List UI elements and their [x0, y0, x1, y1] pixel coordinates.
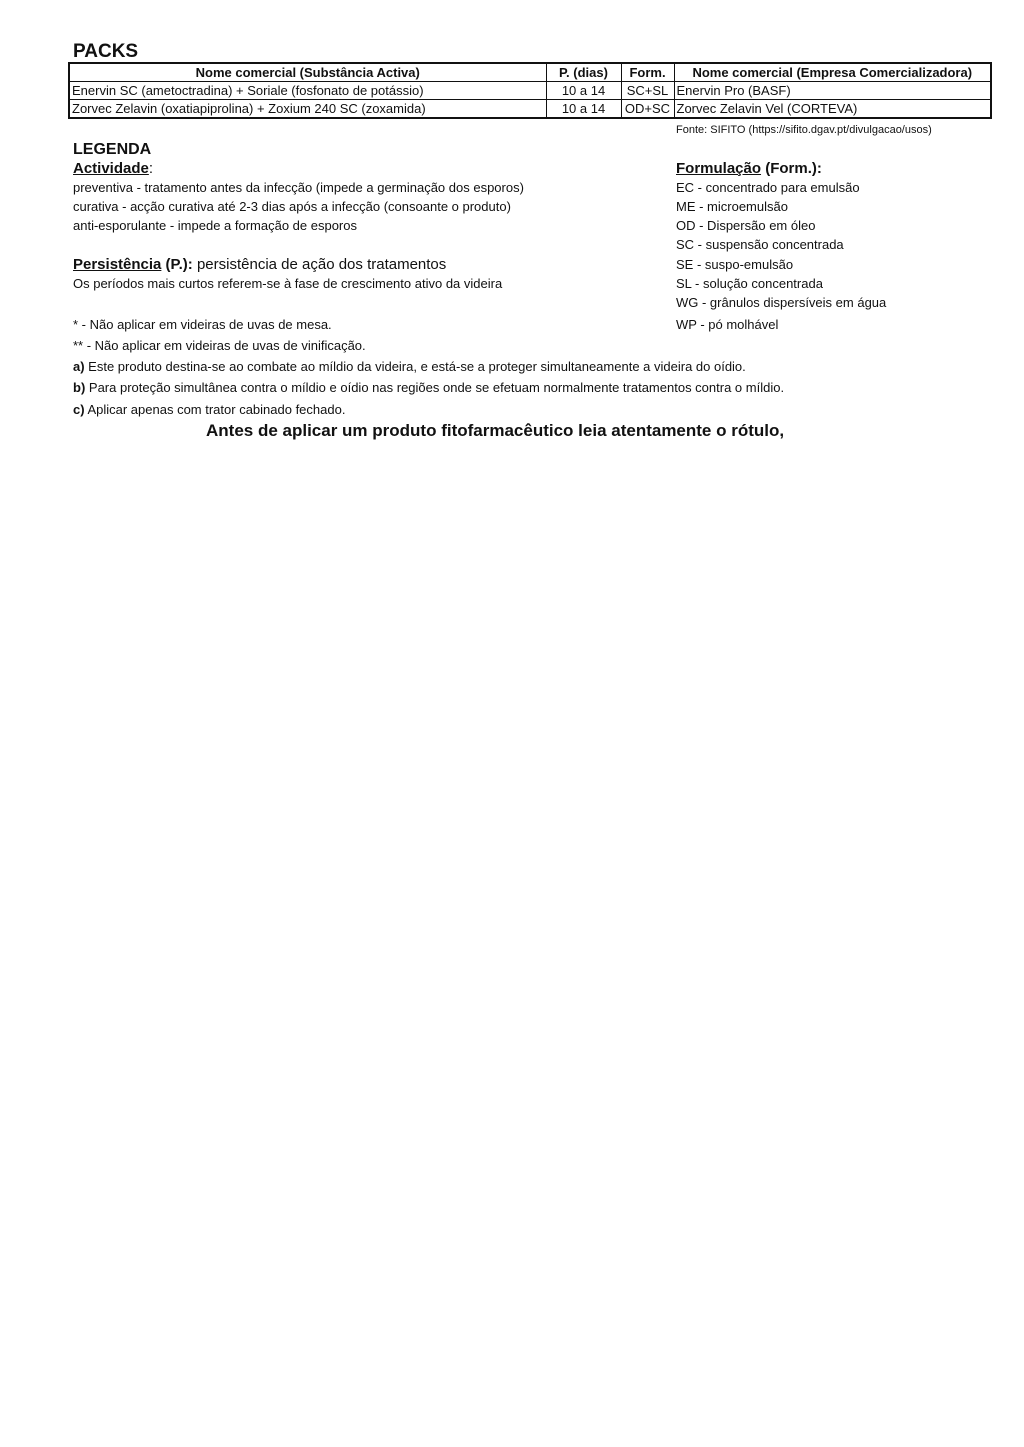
label-warning: Antes de aplicar um produto fitofarmacêutico leia atentamente o rótulo,	[206, 421, 785, 440]
formulation-abbr: (Form.):	[761, 160, 822, 177]
source-note: Fonte: SIFITO (https://sifito.dgav.pt/divulgacao/usos)	[676, 124, 932, 136]
table-header-row	[69, 63, 991, 82]
cell-formulation: SC+SL	[621, 82, 674, 100]
column-header-active-substance: Nome comercial (Substância Activa)	[69, 63, 546, 82]
column-header-company: Nome comercial (Empresa Comercializadora)	[674, 63, 991, 82]
note-c	[73, 402, 345, 418]
formulation-item-wp: WP - pó molhável	[676, 317, 779, 332]
note-single-asterisk: * - Não aplicar em videiras de uvas de mesa.	[73, 317, 332, 332]
persistence-abbr: (P.):	[161, 256, 193, 273]
packs-table	[68, 62, 992, 119]
cell-persistence: 10 a 14	[546, 82, 621, 100]
formulation-item-sl: SL - solução concentrada	[676, 276, 823, 291]
formulation-heading-label: Formulação	[676, 160, 762, 177]
formulation-item-od: OD - Dispersão em óleo	[676, 218, 816, 233]
activity-item-preventive: preventiva - tratamento antes da infecção (impede a germinação dos esporos)	[73, 180, 524, 195]
activity-heading-colon: :	[148, 160, 154, 177]
formulation-item-se: SE - suspo-emulsão	[676, 257, 794, 272]
formulation-item-wg: WG - grânulos dispersíveis em água	[676, 295, 887, 310]
persistence-heading-label: Persistência	[73, 256, 162, 273]
note-c-text: Aplicar apenas com trator cabinado fechado.	[84, 402, 346, 417]
cell-persistence: 10 a 14	[546, 100, 621, 119]
note-b-label: b)	[73, 380, 86, 395]
activity-item-antisporulant: anti-esporulante - impede a formação de esporos	[73, 218, 357, 233]
packs-title: PACKS	[73, 41, 139, 62]
note-c-label: c)	[73, 402, 85, 417]
cell-company: Zorvec Zelavin Vel (CORTEVA)	[674, 100, 991, 119]
note-b	[73, 380, 784, 396]
cell-formulation: OD+SC	[621, 100, 674, 119]
legend-title: LEGENDA	[73, 141, 152, 158]
note-a	[73, 359, 746, 375]
formulation-item-sc: SC - suspensão concentrada	[676, 237, 844, 252]
cell-company: Enervin Pro (BASF)	[674, 82, 991, 100]
column-header-formulation: Form.	[621, 63, 674, 82]
activity-item-curative: curativa - acção curativa até 2-3 dias após a infecção (consoante o produto)	[73, 199, 511, 214]
activity-heading-label: Actividade	[73, 160, 149, 177]
note-a-label: a)	[73, 359, 85, 374]
column-header-persistence: P. (dias)	[546, 63, 621, 82]
note-a-text: Este produto destina-se ao combate ao míldio da videira, e está-se a proteger simultaneamente a videira do oídio.	[84, 359, 746, 374]
table-row	[69, 82, 991, 100]
formulation-heading	[676, 160, 822, 178]
note-b-text: Para proteção simultânea contra o míldio e oídio nas regiões onde se efetuam normalmente tratamentos contra o míldio.	[85, 380, 785, 395]
persistence-heading	[73, 256, 446, 274]
formulation-item-me: ME - microemulsão	[676, 199, 788, 214]
activity-heading	[73, 160, 153, 178]
persistence-description: persistência de ação dos tratamentos	[192, 256, 447, 273]
table-row	[69, 100, 991, 119]
note-double-asterisk: ** - Não aplicar em videiras de uvas de vinificação.	[73, 338, 366, 353]
formulation-item-ec: EC - concentrado para emulsão	[676, 180, 860, 195]
cell-active-substance: Zorvec Zelavin (oxatiapiprolina) + Zoxium 240 SC (zoxamida)	[69, 100, 546, 119]
persistence-note: Os períodos mais curtos referem-se à fase de crescimento ativo da videira	[73, 276, 503, 291]
cell-active-substance: Enervin SC (ametoctradina) + Soriale (fosfonato de potássio)	[69, 82, 546, 100]
